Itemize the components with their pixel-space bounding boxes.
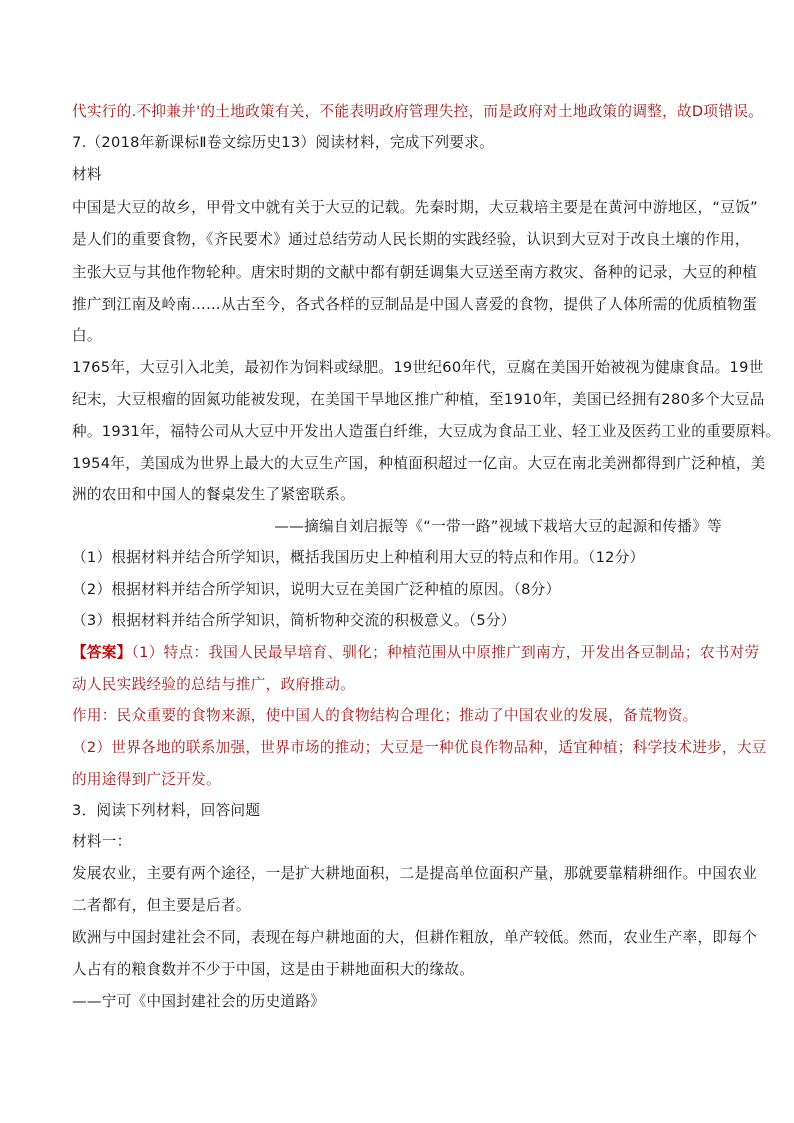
material-1-label: 材料一： — [72, 833, 132, 850]
answer-line: 的用途得到广泛开发。 — [72, 771, 221, 788]
material-paragraph-line: 白。 — [72, 327, 102, 344]
material-source-citation: ——摘编自刘启振等《“一带一路”视域下栽培大豆的起源和传播》等 — [274, 518, 722, 535]
answer-line: 作用：民众重要的食物来源，使中国人的食物结构合理化；推动了中国农业的发展，备荒物资。 — [72, 707, 698, 724]
material-paragraph-line: 纪末，大豆根瘤的固氮功能被发现，在美国干旱地区推广种植，至1910年，美国已经拥有280多个大豆品 — [72, 391, 765, 408]
sub-question-2: （2）根据材料并结合所学知识，说明大豆在美国广泛种植的原因。（8分） — [72, 581, 561, 598]
material-paragraph-line: 主张大豆与其他作物轮种。唐宋时期的文献中都有朝廷调集大豆送至南方救灾、备种的记录，大豆的种植 — [72, 264, 758, 281]
question-7-heading: 7.（2018年新课标Ⅱ卷文综历史13）阅读材料，完成下列要求。 — [72, 134, 495, 151]
material-paragraph-line: 1765年，大豆引入北美，最初作为饲料或绿肥。19世纪60年代，豆腐在美国开始被视为健康食品。19世 — [72, 359, 764, 376]
answer-line — [72, 644, 760, 662]
material-paragraph-line: 是人们的重要食物，《齐民要术》通过总结劳动人民长期的实践经验，认识到大豆对于改良土壤的作用， — [72, 231, 750, 248]
sub-question-3: （3）根据材料并结合所学知识，简析物种交流的积极意义。（5分） — [72, 612, 516, 629]
material-label: 材料 — [72, 166, 102, 183]
answer-tag: 【答案】 — [72, 644, 132, 661]
question-3-heading: 3．阅读下列材料，回答问题 — [72, 802, 261, 819]
answer-text: （1）特点：我国人民最早培育、驯化；种植范围从中原推广到南方，开发出各豆制品；农书对劳 — [131, 644, 760, 661]
material-1-source-citation: ——宁可《中国封建社会的历史道路》 — [72, 993, 326, 1010]
material-paragraph-line: 推广到江南及岭南……从古至今，各式各样的豆制品是中国人喜爱的食物，提供了人体所需的优质植物蛋 — [72, 296, 758, 313]
sub-question-1: （1）根据材料并结合所学知识，概括我国历史上种植利用大豆的特点和作用。（12分） — [72, 549, 645, 566]
material-1-paragraph-line: 二者都有，但主要是后者。 — [72, 897, 251, 914]
answer-explanation-line: 代实行的.不抑兼并'的土地政策有关，不能表明政府管理失控，而是政府对土地政策的调整，故D项错误。 — [72, 103, 764, 120]
material-1-paragraph-line: 人占有的粮食数并不少于中国，这是由于耕地面积大的缘故。 — [72, 961, 475, 978]
material-paragraph-line: 1954年，美国成为世界上最大的大豆生产国，种植面积超过一亿亩。大豆在南北美洲都得到广泛种植，美 — [72, 455, 766, 472]
answer-line: （2）世界各地的联系加强，世界市场的推动；大豆是一种优良作物品种，适宜种植；科学技术进步，大豆 — [72, 739, 767, 756]
material-paragraph-line: 种。1931年，福特公司从大豆中开发出人造蛋白纤维，大豆成为食品工业、轻工业及医药工业的重要原料。 — [72, 423, 781, 440]
material-1-paragraph-line: 发展农业，主要有两个途径，一是扩大耕地面积，二是提高单位面积产量，那就要靠精耕细作。中国农业 — [72, 865, 758, 882]
answer-line: 动人民实践经验的总结与推广，政府推动。 — [72, 676, 355, 693]
material-1-paragraph-line: 欧洲与中国封建社会不同，表现在每户耕地面的大，但耕作粗放，单产较低。然而，农业生产率，即每个 — [72, 929, 758, 946]
material-paragraph-line: 洲的农田和中国人的餐桌发生了紧密联系。 — [72, 486, 355, 503]
material-paragraph-line: 中国是大豆的故乡，甲骨文中就有关于大豆的记载。先秦时期，大豆栽培主要是在黄河中游地区，“豆饭” — [72, 199, 758, 216]
